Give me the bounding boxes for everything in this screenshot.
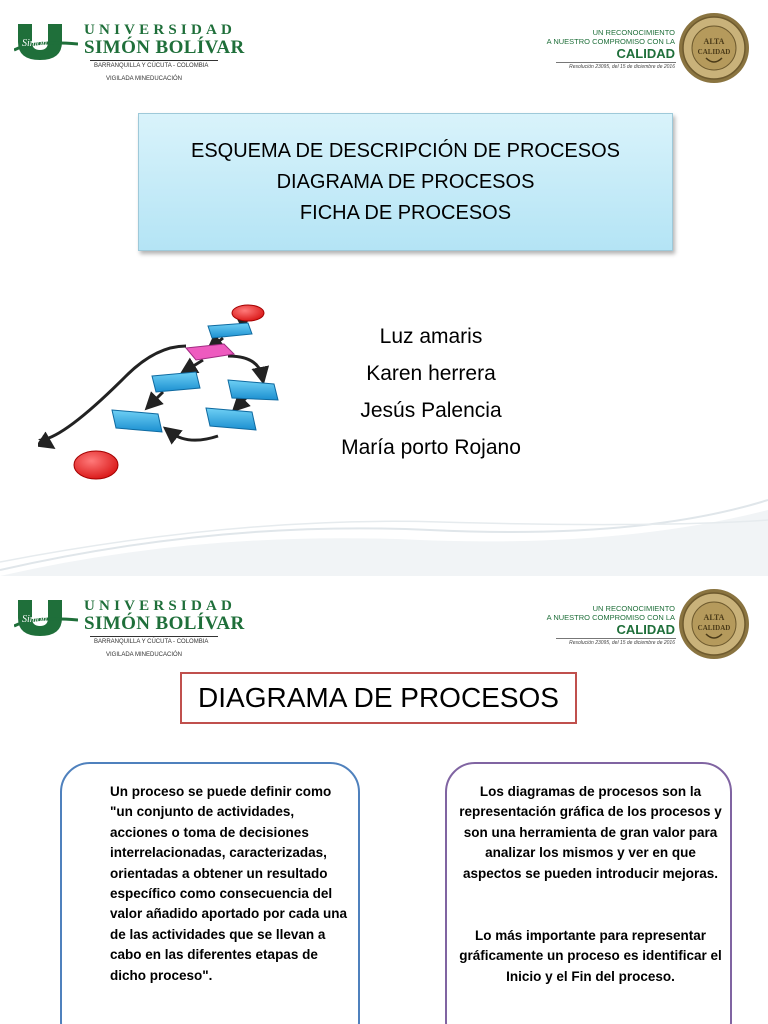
diagram-info-text-2: Lo más importante para representar gráficamente un proceso es identificar el Inicio y el Fin del proceso. [459, 928, 722, 984]
accreditation-divider [556, 62, 676, 63]
accreditation-logo [540, 586, 755, 661]
logo-divider [90, 636, 218, 637]
accreditation-line2: A NUESTRO COMPROMISO CON LA [546, 613, 675, 622]
accreditation-line1: UN RECONOCIMIENTO [592, 28, 675, 37]
vigilada-label: VIGILADA MINEDUCACIÓN [106, 76, 183, 82]
diagram-info-card [445, 762, 732, 1024]
diagram-info-text-1: Los diagramas de procesos son la representación gráfica de los procesos y son una herramienta de gran valor para analizar los mismos y ver en que aspectos se pueden introducir mejoras. [459, 784, 722, 881]
accreditation-logo [540, 10, 755, 85]
university-logo [14, 20, 245, 90]
vigilada-label: VIGILADA MINEDUCACIÓN [106, 652, 183, 658]
university-logo [14, 596, 245, 666]
author-3: Jesús Palencia [360, 399, 502, 422]
university-emblem-icon [14, 596, 78, 638]
svg-text:ALTA: ALTA [703, 37, 725, 46]
quality-seal-icon [678, 12, 750, 84]
accreditation-line3: CALIDAD [616, 622, 675, 637]
decorative-wave [0, 470, 768, 576]
accreditation-resolution: Resolución 23095, del 15 de diciembre de 2016 [569, 64, 675, 70]
svg-text:CALIDAD: CALIDAD [697, 624, 731, 632]
accreditation-line3: CALIDAD [616, 46, 675, 61]
svg-text:Simón: Simón [22, 614, 47, 625]
svg-text:CALIDAD: CALIDAD [697, 48, 731, 56]
university-city: BARRANQUILLA Y CÚCUTA - COLOMBIA [94, 639, 209, 645]
slide-title: DIAGRAMA DE PROCESOS [180, 672, 577, 724]
authors-list [300, 318, 562, 466]
author-2: Karen herrera [366, 362, 496, 385]
accreditation-line1: UN RECONOCIMIENTO [592, 604, 675, 613]
presentation-title-box [138, 113, 673, 251]
university-name-line1: UNIVERSIDAD [84, 598, 237, 614]
university-emblem-icon [14, 20, 78, 62]
university-city: BARRANQUILLA Y CÚCUTA - COLOMBIA [94, 63, 209, 69]
title-line-2: DIAGRAMA DE PROCESOS [276, 170, 535, 193]
author-1: Luz amaris [379, 325, 483, 348]
quality-seal-icon [678, 588, 750, 660]
svg-text:ALTA: ALTA [703, 613, 725, 622]
author-4: María porto Rojano [341, 436, 521, 459]
title-line-3: FICHA DE PROCESOS [299, 201, 512, 224]
accreditation-resolution: Resolución 23095, del 15 de diciembre de 2016 [569, 640, 675, 646]
university-name-line2: SIMÓN BOLÍVAR [84, 613, 245, 634]
title-line-1: ESQUEMA DE DESCRIPCIÓN DE PROCESOS [191, 139, 620, 162]
definition-card [60, 762, 360, 1024]
slide-2 [0, 576, 768, 1024]
accreditation-line2: A NUESTRO COMPROMISO CON LA [546, 37, 675, 46]
accreditation-divider [556, 638, 676, 639]
university-name-line2: SIMÓN BOLÍVAR [84, 37, 245, 58]
svg-text:Simón: Simón [22, 38, 47, 49]
definition-text: Un proceso se puede definir como "un conjunto de actividades, acciones o toma de decisiones interrelacionadas, caracterizadas, orientadas a obtener un resultado específico como consecuencia del valor añadido aportado por cada una de las actividades que se llevan a cabo en las diferentes etapas de dicho proceso". [110, 784, 348, 983]
logo-divider [90, 60, 218, 61]
flowchart-illustration [38, 296, 288, 486]
university-name-line1: UNIVERSIDAD [84, 22, 237, 38]
